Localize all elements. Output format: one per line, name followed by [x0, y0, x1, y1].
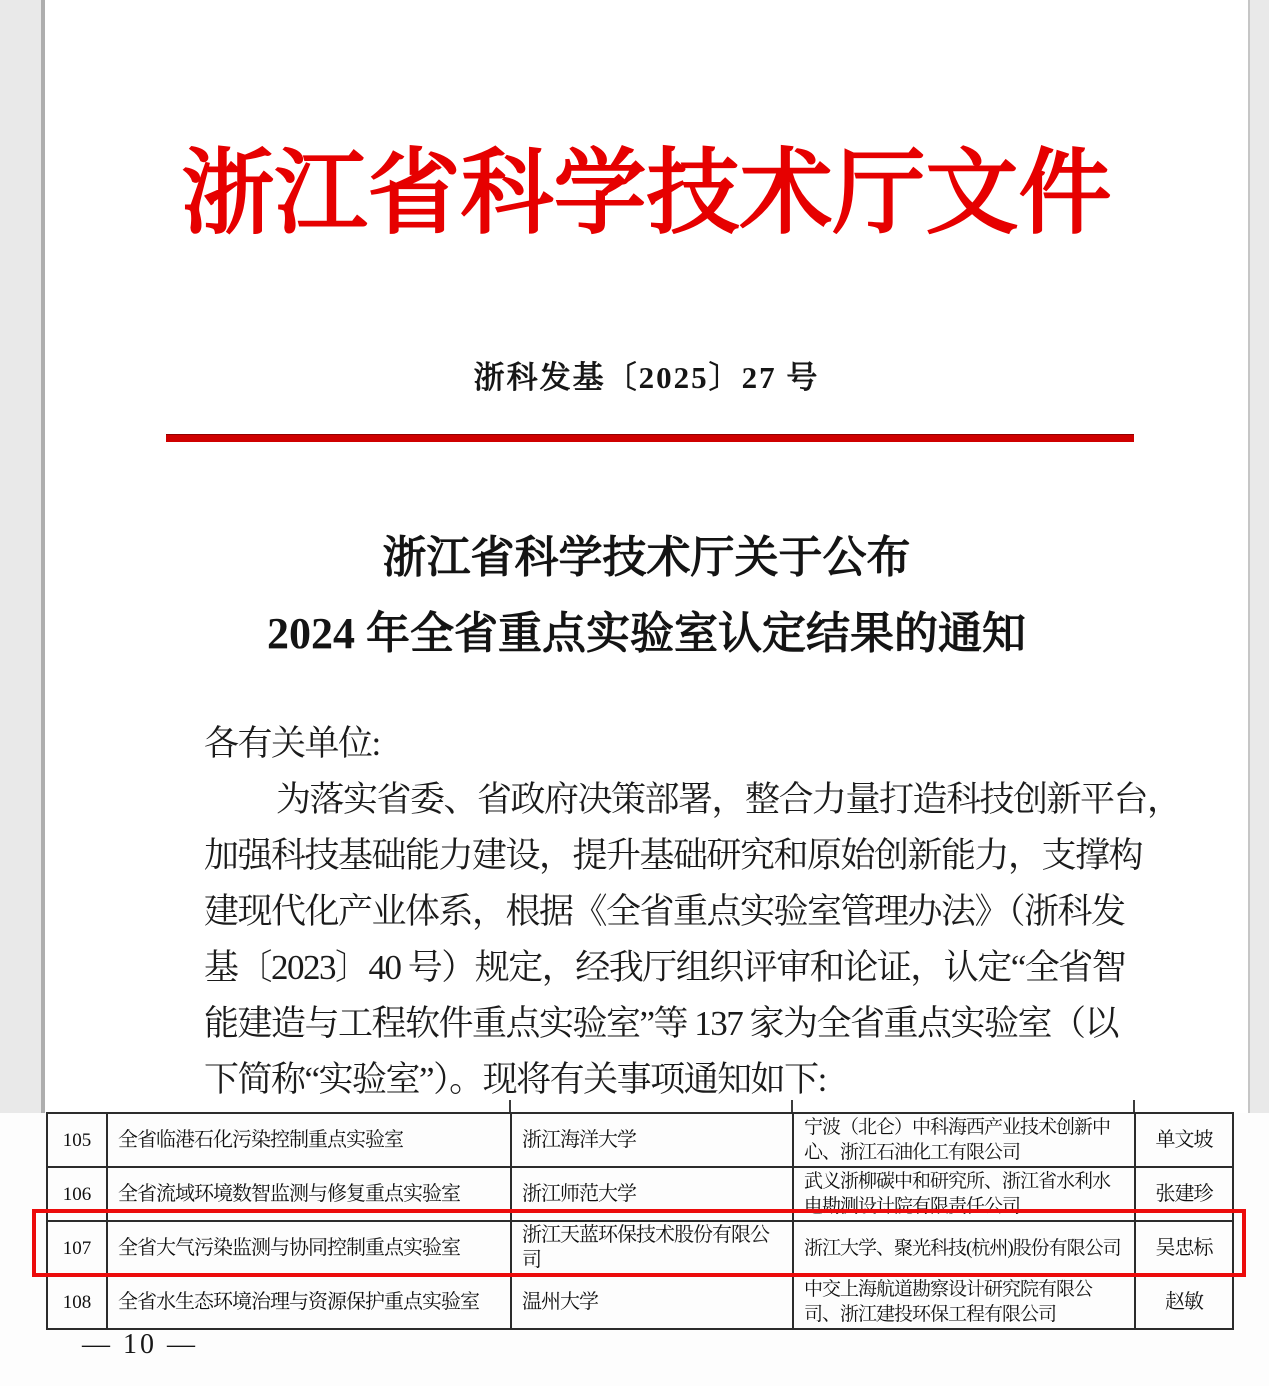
- cell-host-unit: 浙江天蓝环保技术股份有限公司: [511, 1221, 793, 1275]
- body-line: 加强科技基础能力建设，提升基础研究和原始创新能力，支撑构: [204, 836, 1143, 875]
- cell-director: 吴忠标: [1135, 1221, 1233, 1275]
- cell-row-number: 108: [47, 1275, 107, 1329]
- table-row: [47, 1113, 1233, 1167]
- body-text: [204, 716, 1181, 1108]
- cell-director: 单文坡: [1135, 1113, 1233, 1167]
- cell-partner-units: 浙江大学、聚光科技(杭州)股份有限公司: [793, 1221, 1135, 1275]
- cell-row-number: 107: [47, 1221, 107, 1275]
- cell-partner-units: 武义浙柳碳中和研究所、浙江省水利水电勘测设计院有限责任公司: [793, 1167, 1135, 1221]
- body-line: 能建造与工程软件重点实验室”等 137 家为全省重点实验室（以: [204, 1004, 1119, 1043]
- red-divider-line: [166, 434, 1134, 442]
- notice-title-line1: 浙江省科学技术厅关于公布: [382, 533, 911, 582]
- cell-director: 张建珍: [1135, 1167, 1233, 1221]
- cell-lab-name: 全省大气污染监测与协同控制重点实验室: [107, 1221, 511, 1275]
- cell-lab-name: 全省临港石化污染控制重点实验室: [107, 1113, 511, 1167]
- page-margin-right: [1248, 0, 1269, 1113]
- body-line: 下简称“实验室”）。现将有关事项通知如下:: [204, 1060, 826, 1099]
- cell-host-unit: 浙江海洋大学: [511, 1113, 793, 1167]
- body-line: 基〔2023〕40 号）规定，经我厅组织评审和论证，认定“全省智: [204, 948, 1126, 987]
- body-line: 建现代化产业体系，根据《全省重点实验室管理办法》（浙科发: [204, 892, 1125, 931]
- cell-partner-units: 宁波（北仑）中科海西产业技术创新中心、浙江石油化工有限公司: [793, 1113, 1135, 1167]
- cell-partner-units: 中交上海航道勘察设计研究院有限公司、浙江建投环保工程有限公司: [793, 1275, 1135, 1329]
- agency-title: 浙江省科学技术厅文件: [181, 143, 1112, 246]
- salutation: 各有关单位:: [204, 724, 380, 763]
- table-row: [47, 1275, 1233, 1329]
- cell-row-number: 105: [47, 1113, 107, 1167]
- cell-lab-name: 全省流域环境数智监测与修复重点实验室: [107, 1167, 511, 1221]
- results-table-section: [0, 1113, 1269, 1386]
- page-number: — 10 —: [82, 1329, 198, 1360]
- cell-host-unit: 温州大学: [511, 1275, 793, 1329]
- notice-title-line2: 2024 年全省重点实验室认定结果的通知: [267, 609, 1026, 658]
- cell-director: 赵敏: [1135, 1275, 1233, 1329]
- page-margin-left: [0, 0, 45, 1113]
- body-line: 为落实省委、省政府决策部署，整合力量打造科技创新平台，: [276, 780, 1181, 819]
- cell-row-number: 106: [47, 1167, 107, 1221]
- document-number: 浙科发基〔2025〕27 号: [473, 360, 820, 395]
- notice-title: [45, 520, 1248, 672]
- cell-host-unit: 浙江师范大学: [511, 1167, 793, 1221]
- cell-lab-name: 全省水生态环境治理与资源保护重点实验室: [107, 1275, 511, 1329]
- highlight-box-row-107: [32, 1209, 1246, 1277]
